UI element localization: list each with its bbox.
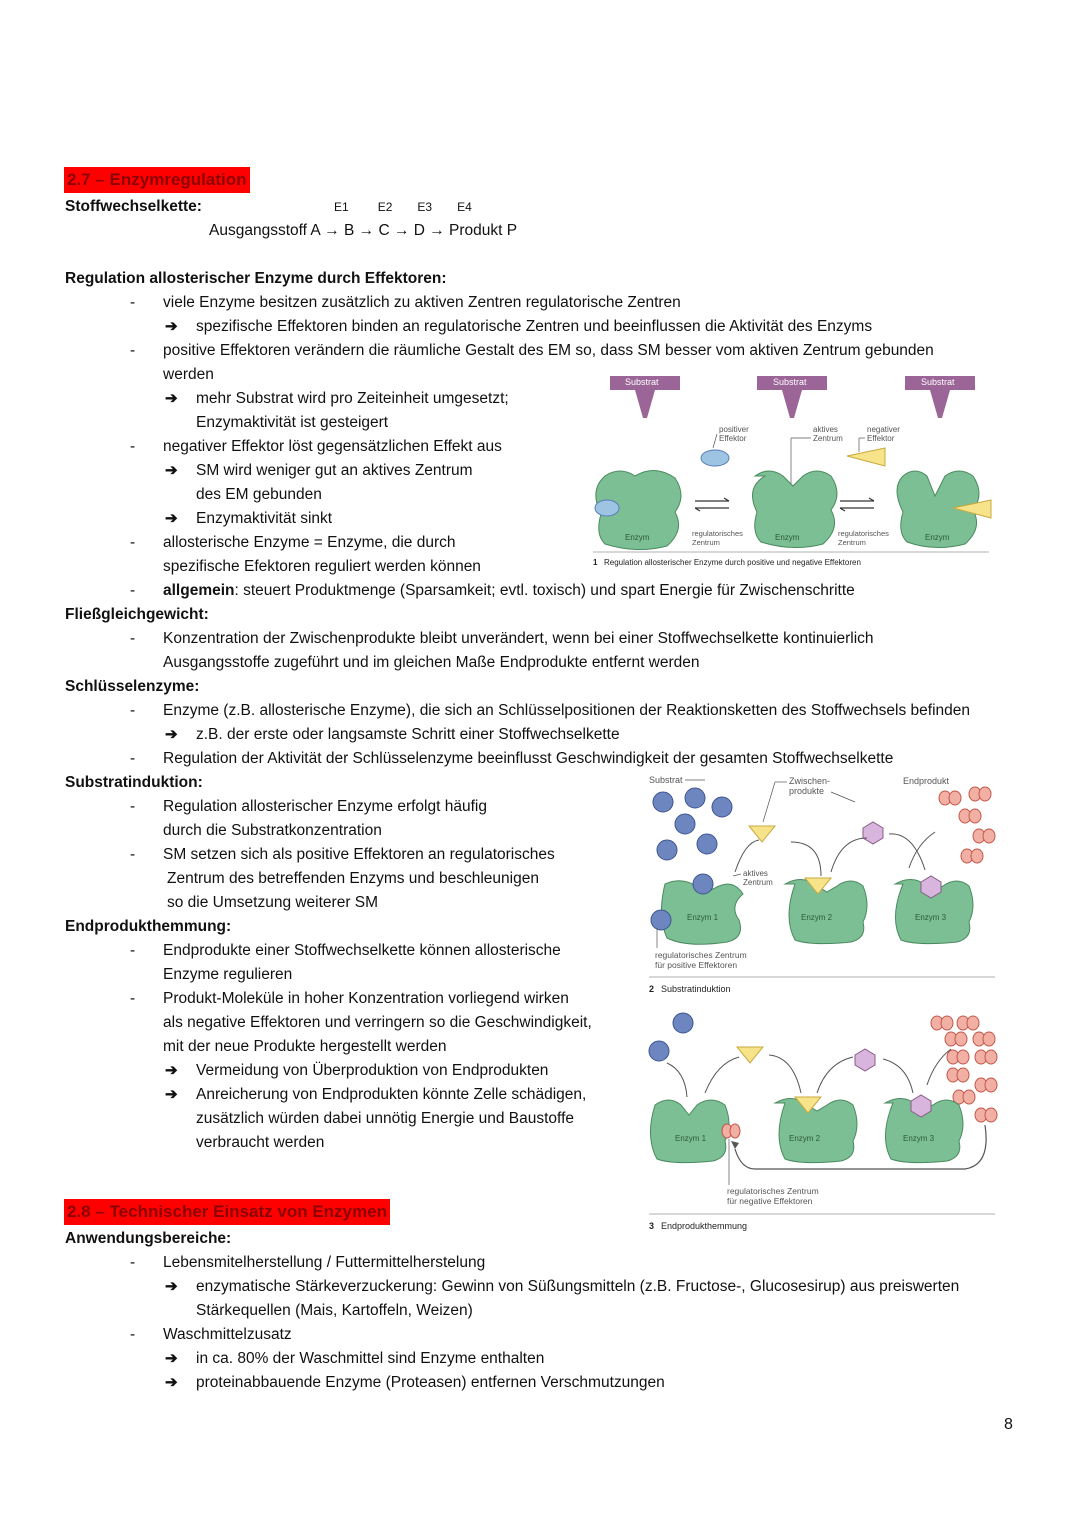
allo-line: Enzymaktivität sinkt: [196, 510, 333, 527]
svg-text:aktives: aktives: [743, 869, 768, 878]
eh-line: verbraucht werden: [196, 1134, 325, 1151]
allo-line: negativer Effektor löst gegensätzlichen Effekt aus: [163, 438, 502, 455]
svg-text:Zentrum: Zentrum: [838, 538, 866, 547]
svg-text:1: 1: [593, 558, 598, 567]
substrate-shape: [610, 376, 680, 418]
arrow-icon: ➔: [165, 1350, 178, 1367]
svg-text:Effektor: Effektor: [719, 434, 747, 443]
svg-text:positiver: positiver: [719, 425, 749, 434]
enzyme-2-shape: [785, 879, 867, 943]
svg-text:produkte: produkte: [789, 786, 825, 796]
allo-line: positive Effektoren verändern die räumliche Gestalt des EM so, dass SM besser vom aktiven Zentrum gebunden: [163, 342, 934, 359]
svg-text:für positive Effektoren: für positive Effektoren: [655, 960, 738, 970]
allo-general-text: : steuert Produktmenge (Sparsamkeit; evtl. toxisch) und spart Energie für Zwischenschritte: [234, 582, 855, 599]
figure-2-caption: Substratinduktion: [661, 984, 731, 994]
anw-line: Lebensmitelherstellung / Futtermittelherstelung: [163, 1254, 486, 1271]
svg-text:Enzym 3: Enzym 3: [903, 1134, 935, 1143]
svg-text:negativer: negativer: [867, 425, 900, 434]
allo-line: SM wird weniger gut an aktives Zentrum: [196, 462, 473, 479]
svg-text:Effektor: Effektor: [867, 434, 895, 443]
negative-effector-icon: [847, 448, 885, 466]
enzyme-label: E1: [334, 200, 349, 214]
intermediate-product-icon: [737, 1047, 763, 1063]
intermediate-product-icon: [863, 822, 883, 844]
svg-text:Enzym 1: Enzym 1: [675, 1134, 707, 1143]
section-heading-2-7: 2.7 – Enzymregulation: [64, 167, 250, 193]
anw-line: in ca. 80% der Waschmittel sind Enzyme enthalten: [196, 1350, 545, 1367]
anw-line: proteinabbauende Enzyme (Proteasen) entfernen Verschmutzungen: [196, 1374, 665, 1391]
si-line: so die Umsetzung weiterer SM: [167, 894, 379, 911]
se-line: Regulation der Aktivität der Schlüsselenzyme beeinflusst Geschwindigkeit der gesamten Stoffwechselkette: [163, 750, 894, 767]
arrow-icon: ➔: [165, 1374, 178, 1391]
allo-line: spezifische Effektoren binden an regulatorische Zentren und beeinflussen die Aktivität des Enzyms: [196, 318, 873, 335]
arrow-icon: ➔: [165, 1086, 178, 1103]
section-heading-2-8: 2.8 – Technischer Einsatz von Enzymen: [64, 1199, 390, 1225]
allo-line: Enzymaktivität ist gesteigert: [196, 414, 389, 431]
eh-line: Vermeidung von Überproduktion von Endprodukten: [196, 1062, 549, 1079]
svg-text:Substrat: Substrat: [649, 775, 683, 785]
si-line: durch die Substratkonzentration: [163, 822, 382, 839]
svg-text:Enzym: Enzym: [625, 533, 650, 542]
allo-line: des EM gebunden: [196, 486, 322, 503]
figure-allosteric-regulation: [585, 368, 995, 573]
allo-line: viele Enzyme besitzen zusätzlich zu aktiven Zentren regulatorische Zentren: [163, 294, 681, 311]
substrate-shape: [757, 376, 827, 418]
anw-line: enzymatische Stärkeverzuckerung: Gewinn von Süßungsmitteln (z.B. Fructose-, Glucosesirup) aus preiswerten: [196, 1278, 960, 1295]
allo-line: werden: [163, 366, 214, 383]
enzyme-1-shape: [650, 1100, 729, 1163]
anw-line: Stärkequellen (Mais, Kartoffeln, Weizen): [196, 1302, 473, 1319]
allo-line: spezifische Efektoren reguliert werden können: [163, 558, 481, 575]
se-line: Enzyme (z.B. allosterische Enzyme), die sich an Schlüsselpositionen der Reaktionsketten des Stoffwechsels befinden: [163, 702, 970, 719]
arrow-icon: ➔: [165, 318, 178, 335]
svg-text:regulatorisches: regulatorisches: [838, 529, 889, 538]
figure-endprodukthemmung: [645, 1005, 1000, 1235]
anw-line: Waschmittelzusatz: [163, 1326, 292, 1343]
arrow-icon: ➔: [165, 1278, 178, 1295]
si-title: Substratinduktion:: [65, 774, 203, 791]
arrow-icon: ➔: [165, 462, 178, 479]
allo-title: Regulation allosterischer Enzyme durch Effektoren:: [65, 270, 447, 287]
svg-text:regulatorisches: regulatorisches: [692, 529, 743, 538]
anw-title: Anwendungsbereiche:: [65, 1230, 232, 1247]
svg-text:aktives: aktives: [813, 425, 838, 434]
page-number: 8: [1004, 1416, 1013, 1433]
svg-text:Enzym 3: Enzym 3: [915, 913, 947, 922]
allo-line: mehr Substrat wird pro Zeiteinheit umgesetzt;: [196, 390, 509, 407]
figure-substratinduktion: [645, 772, 1000, 997]
intermediate-product-icon: [855, 1049, 875, 1071]
fg-line: Ausgangsstoffe zugeführt und im gleichen Maße Endprodukte entfernt werden: [163, 654, 700, 671]
svg-text:regulatorisches Zentrum: regulatorisches Zentrum: [727, 1186, 819, 1196]
svg-text:Zentrum: Zentrum: [813, 434, 843, 443]
eh-line: als negative Effektoren und verringern so die Geschwindigkeit,: [163, 1014, 592, 1031]
enzyme-label: E3: [417, 200, 433, 214]
substrate-molecules: [653, 788, 732, 860]
allo-general-term: allgemein: [163, 582, 235, 599]
allo-general: [163, 579, 855, 603]
svg-text:Substrat: Substrat: [773, 377, 807, 387]
chain-text: Ausgangsstoff A → B → C → D → Produkt P: [209, 222, 518, 239]
si-line: SM setzen sich als positive Effektoren an regulatorisches: [163, 846, 555, 863]
si-line: Zentrum des betreffenden Enzyms und beschleunigen: [167, 870, 539, 887]
eh-title: Endprodukthemmung:: [65, 918, 232, 935]
enzyme-labels: [334, 200, 472, 214]
arrow-icon: ➔: [165, 510, 178, 527]
se-line: z.B. der erste oder langsamste Schritt einer Stoffwechselkette: [196, 726, 620, 743]
svg-text:Enzym: Enzym: [925, 533, 950, 542]
eh-line: mit der neue Produkte hergestellt werden: [163, 1038, 447, 1055]
intermediate-product-icon: [749, 826, 775, 842]
svg-text:Zentrum: Zentrum: [692, 538, 720, 547]
allo-line: allosterische Enzyme = Enzyme, die durch: [163, 534, 456, 551]
substrate-shape: [905, 376, 975, 418]
svg-text:Substrat: Substrat: [625, 377, 659, 387]
eh-line: zusätzlich würden dabei unnötig Energie und Baustoffe: [196, 1110, 575, 1127]
svg-text:Enzym 1: Enzym 1: [687, 913, 719, 922]
figure-3-caption: Endprodukthemmung: [661, 1221, 748, 1231]
svg-text:3: 3: [649, 1221, 655, 1231]
svg-text:Enzym 2: Enzym 2: [801, 913, 833, 922]
se-title: Schlüsselenzyme:: [65, 678, 200, 695]
figure-1-caption: Regulation allosterischer Enzyme durch positive und negative Effektoren: [604, 558, 861, 567]
enzyme-label: E4: [457, 200, 472, 214]
chain-label: Stoffwechselkette:: [65, 198, 202, 215]
svg-text:Zentrum: Zentrum: [743, 878, 773, 887]
eh-line: Endprodukte einer Stoffwechselkette können allosterische: [163, 942, 561, 959]
arrow-icon: ➔: [165, 390, 178, 407]
si-line: Regulation allosterischer Enzyme erfolgt häufig: [163, 798, 487, 815]
svg-text:Enzym 2: Enzym 2: [789, 1134, 821, 1143]
svg-text:Substrat: Substrat: [921, 377, 955, 387]
eh-line: Enzyme regulieren: [163, 966, 293, 983]
substrate-molecules: [649, 1013, 693, 1061]
enzyme-label: E2: [377, 200, 393, 214]
svg-text:regulatorisches Zentrum: regulatorisches Zentrum: [655, 950, 747, 960]
svg-text:für negative Effektoren: für negative Effektoren: [727, 1196, 813, 1206]
eh-line: Produkt-Moleküle in hoher Konzentration vorliegend wirken: [163, 990, 569, 1007]
svg-text:Enzym: Enzym: [775, 533, 800, 542]
fg-title: Fließgleichgewicht:: [65, 606, 209, 623]
positive-effector-icon: [701, 450, 729, 466]
svg-text:Endprodukt: Endprodukt: [903, 776, 950, 786]
svg-text:Zwischen-: Zwischen-: [789, 776, 831, 786]
arrow-icon: ➔: [165, 726, 178, 743]
arrow-icon: ➔: [165, 1062, 178, 1079]
eh-line: Anreicherung von Endprodukten könnte Zelle schädigen,: [196, 1086, 587, 1103]
svg-text:2: 2: [649, 984, 655, 994]
endproduct-molecules: [939, 787, 995, 863]
fg-line: Konzentration der Zwischenprodukte bleibt unverändert, wenn bei einer Stoffwechselkette kontinuierlich: [163, 630, 874, 647]
enzyme-2-shape: [775, 1098, 857, 1162]
